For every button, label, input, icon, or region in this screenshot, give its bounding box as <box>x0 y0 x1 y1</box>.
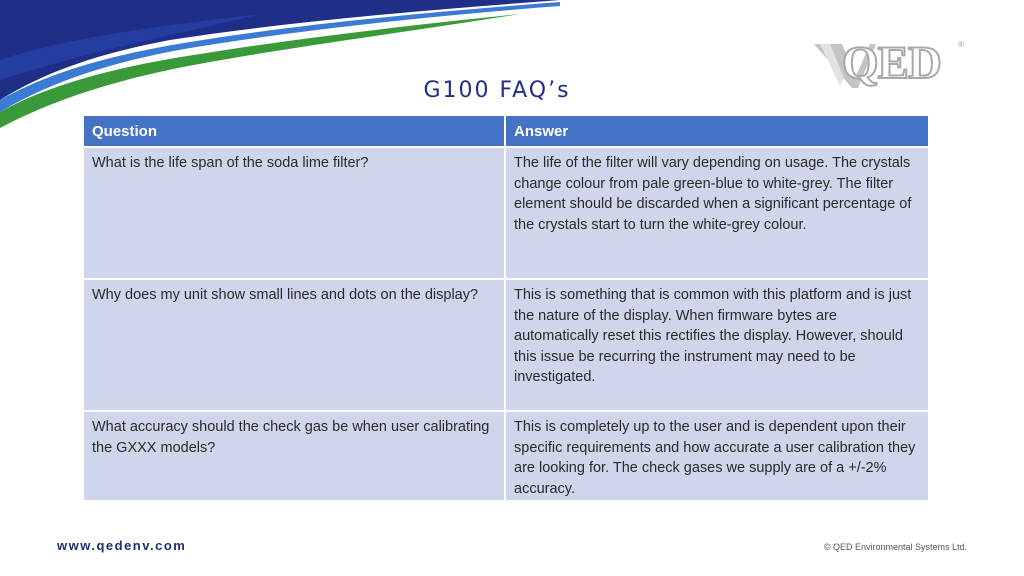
table-row <box>84 279 928 411</box>
qed-logo-text: QED <box>842 37 941 89</box>
question-cell: Why does my unit show small lines and dots on the display? <box>84 279 505 411</box>
header-question: Question <box>84 116 505 147</box>
header-answer: Answer <box>505 116 928 147</box>
table-row <box>84 147 928 279</box>
answer-cell: This is something that is common with this platform and is just the nature of the display. When firmware bytes are automatically reset this rectifies the display. However, should this issue be recurring the instrument may need to be investigated. <box>505 279 928 411</box>
answer-cell: The life of the filter will vary depending on usage. The crystals change colour from pale green-blue to white-grey. The filter element should be discarded when a significant percentage of the crystals start to turn the white-grey colour. <box>505 147 928 279</box>
question-cell: What accuracy should the check gas be when user calibrating the GXXX models? <box>84 411 505 501</box>
question-cell: What is the life span of the soda lime filter? <box>84 147 505 279</box>
slide-title: G100 FAQ’s <box>423 78 571 103</box>
footer-website-link[interactable]: www.qedenv.com <box>57 538 187 553</box>
table-row <box>84 411 928 501</box>
registered-mark: ® <box>958 40 964 49</box>
footer-copyright: © QED Environmental Systems Ltd. <box>823 542 967 552</box>
answer-cell: This is completely up to the user and is dependent upon their specific requirements and how accurate a user calibration they are looking for. The check gases we supply are of a +/-2% accuracy. <box>505 411 928 501</box>
table-header-row <box>84 116 928 147</box>
faq-table <box>84 116 928 502</box>
header-swoosh-graphic <box>0 0 560 130</box>
